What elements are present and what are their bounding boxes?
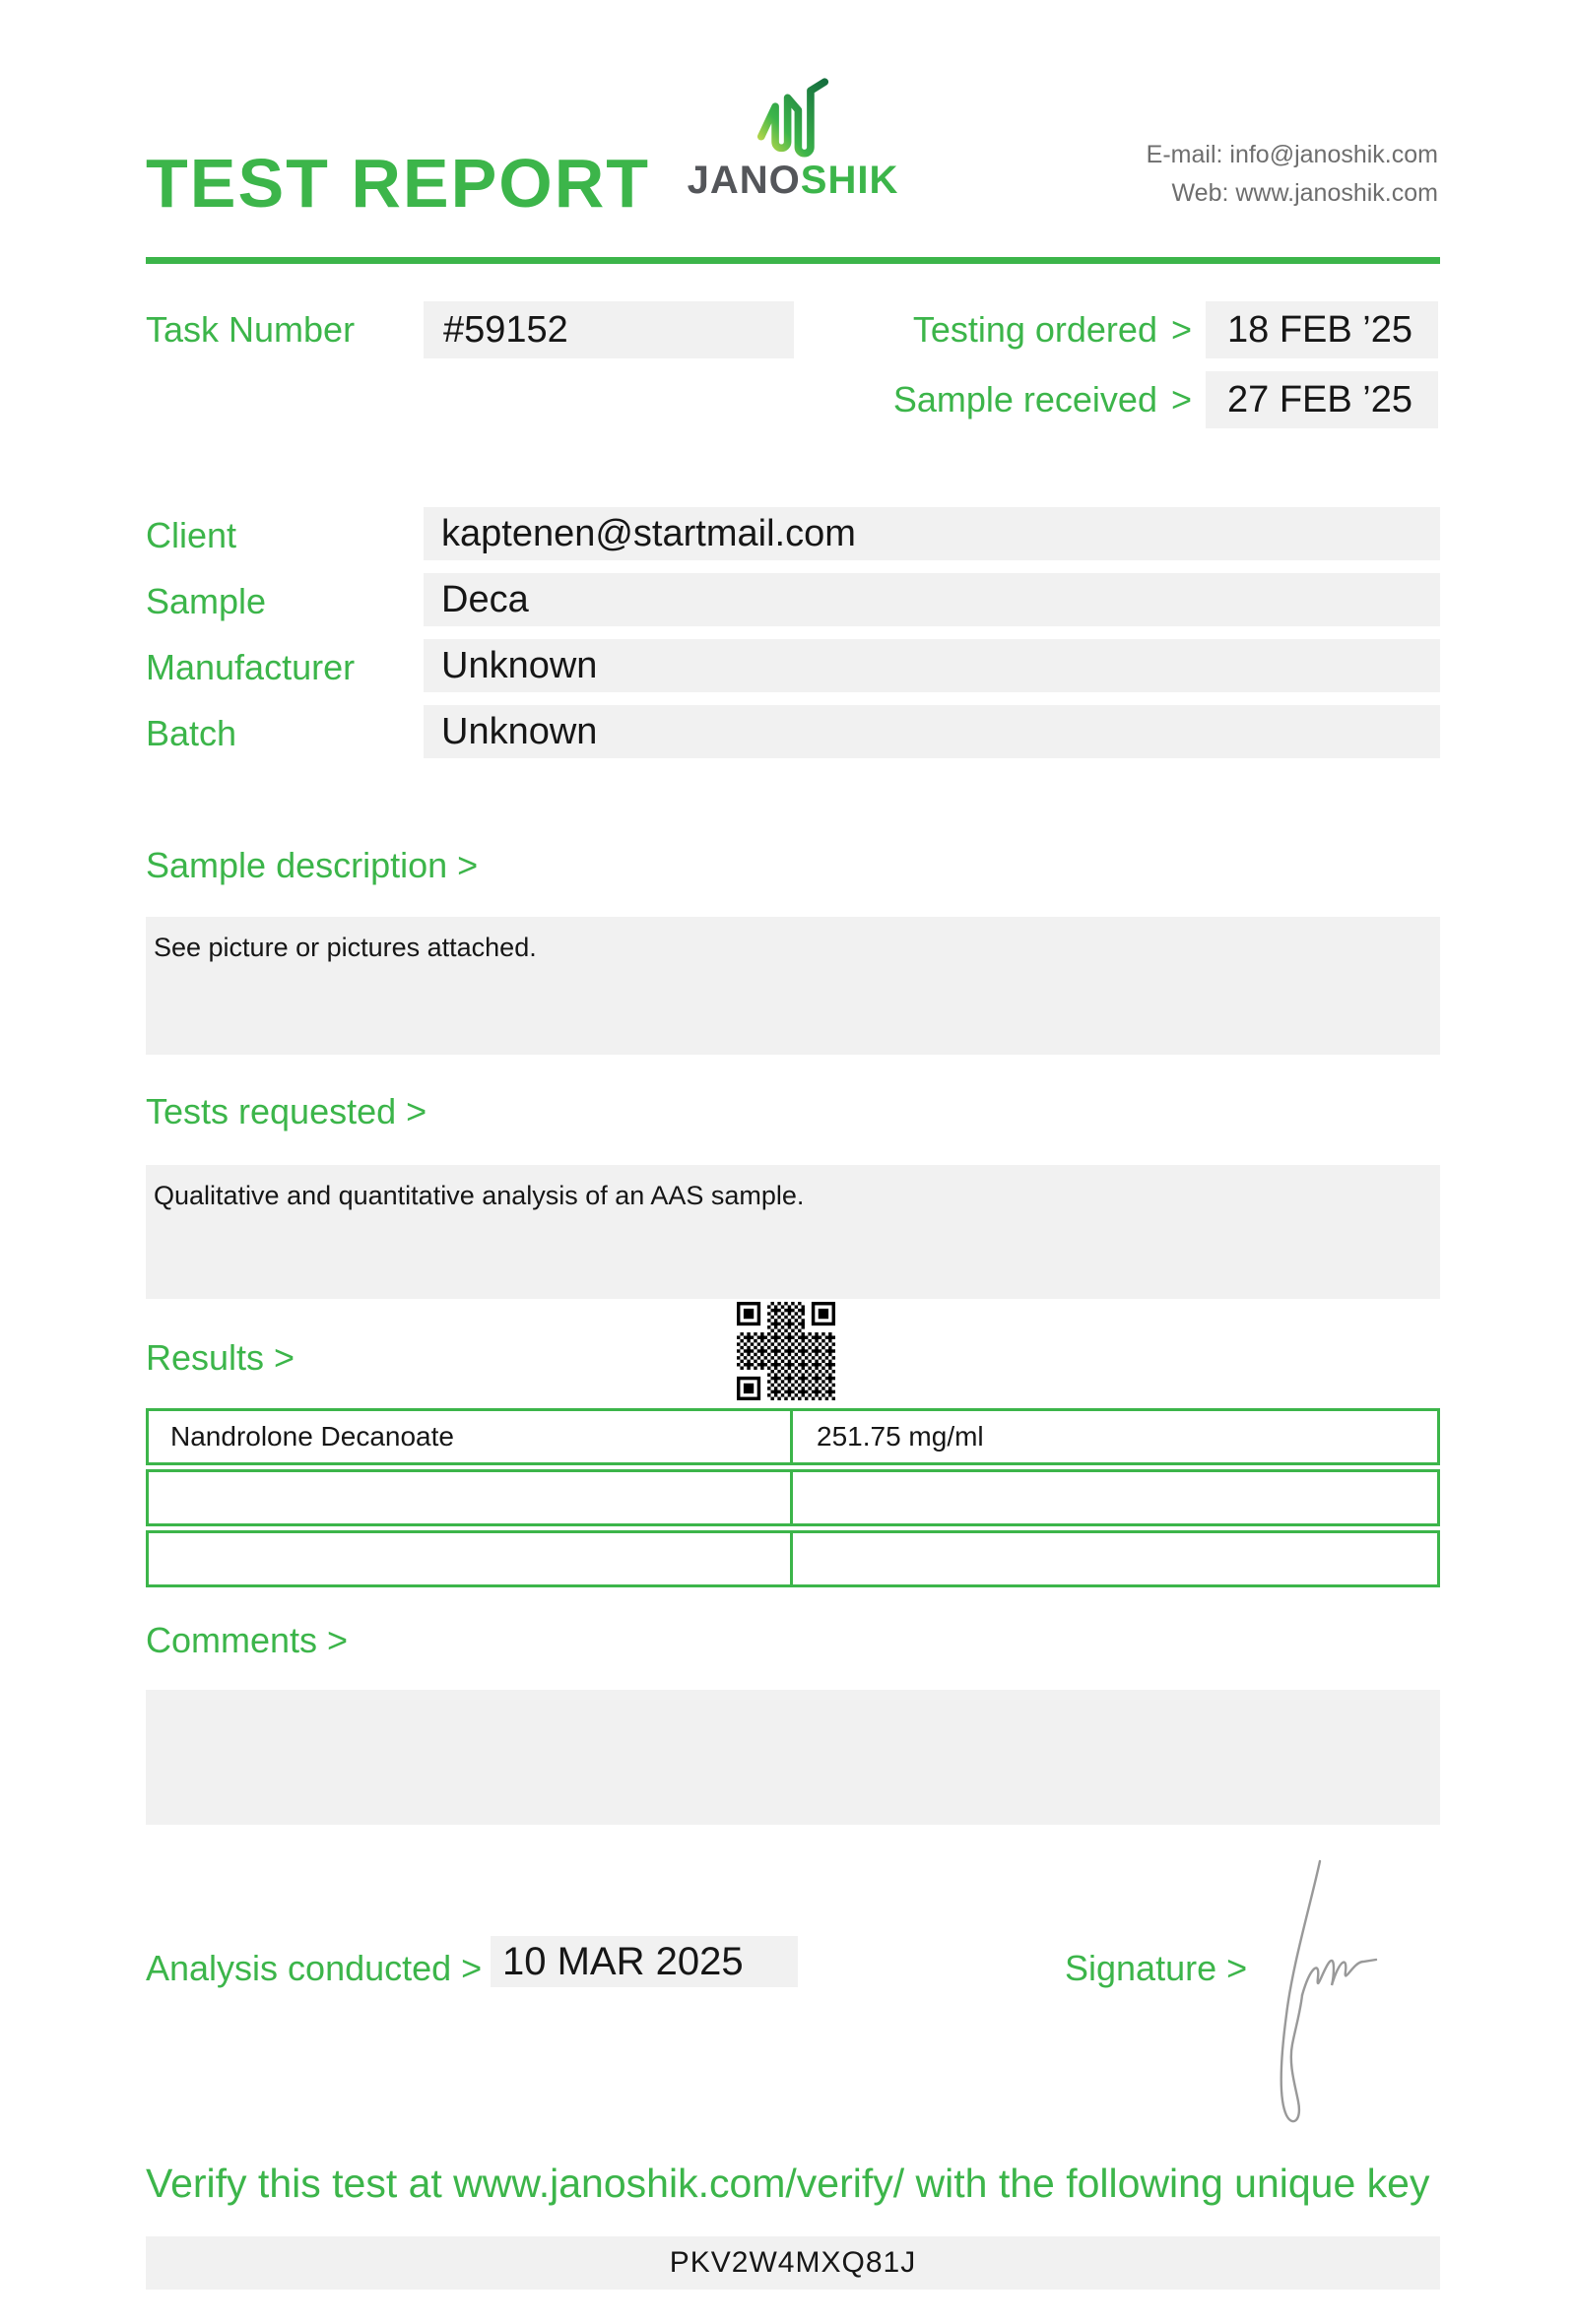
testing-ordered-value: 18 FEB ’25 xyxy=(1206,301,1438,358)
page-title: TEST REPORT xyxy=(146,145,651,222)
table-row xyxy=(146,1469,1440,1526)
client-value: kaptenen@startmail.com xyxy=(424,507,1440,560)
result-cell xyxy=(793,1472,1437,1523)
logo-text-dark: JANO xyxy=(687,159,801,202)
verify-instruction: Verify this test at www.janoshik.com/verify/ with the following unique key xyxy=(146,2161,1430,2206)
contact-info xyxy=(1147,136,1438,213)
testing-ordered-arrow: > xyxy=(1170,309,1192,350)
task-number-value: #59152 xyxy=(424,301,794,358)
results-table xyxy=(146,1408,1440,1591)
comments-heading: Comments > xyxy=(146,1620,349,1660)
result-cell: 251.75 mg/ml xyxy=(817,1421,984,1452)
sample-received-label: Sample received xyxy=(892,379,1157,420)
verify-key: PKV2W4MXQ81J xyxy=(146,2236,1440,2290)
table-row xyxy=(146,1408,1440,1465)
table-row xyxy=(146,1530,1440,1587)
client-label: Client xyxy=(146,515,237,555)
contact-web: Web: www.janoshik.com xyxy=(1171,179,1438,207)
analysis-date: 10 MAR 2025 xyxy=(491,1936,798,1987)
tests-requested-box: Qualitative and quantitative analysis of an AAS sample. xyxy=(146,1165,1440,1299)
signature-image xyxy=(1277,1857,1385,2143)
manufacturer-value: Unknown xyxy=(424,639,1440,692)
qr-code xyxy=(737,1302,835,1400)
task-number-label: Task Number xyxy=(146,309,356,350)
batch-value: Unknown xyxy=(424,705,1440,758)
substance-cell xyxy=(149,1472,793,1523)
sample-description-box: See picture or pictures attached. xyxy=(146,917,1440,1055)
sample-value: Deca xyxy=(424,573,1440,626)
comments-box xyxy=(146,1690,1440,1825)
substance-cell: Nandrolone Decanoate xyxy=(149,1411,793,1462)
testing-ordered-row xyxy=(837,301,1438,358)
tests-requested-heading: Tests requested > xyxy=(146,1091,427,1131)
header-divider xyxy=(146,257,1440,264)
sample-description-heading: Sample description > xyxy=(146,845,479,885)
logo-wordmark xyxy=(680,160,906,201)
substance-cell xyxy=(149,1533,793,1584)
logo-text-green: SHIK xyxy=(800,159,899,202)
sample-label: Sample xyxy=(146,581,267,621)
manufacturer-label: Manufacturer xyxy=(146,647,356,687)
sample-received-value: 27 FEB ’25 xyxy=(1206,371,1438,428)
result-cell xyxy=(793,1533,1437,1584)
testing-ordered-label: Testing ordered xyxy=(912,309,1157,350)
signature-label: Signature > xyxy=(1065,1948,1248,1988)
trending-up-chart-icon xyxy=(680,75,906,160)
brand-logo xyxy=(680,75,906,201)
contact-email: E-mail: info@janoshik.com xyxy=(1146,141,1438,168)
results-heading: Results > xyxy=(146,1337,296,1378)
sample-received-arrow: > xyxy=(1170,379,1192,420)
analysis-conducted-label: Analysis conducted > xyxy=(146,1948,483,1988)
sample-received-row xyxy=(837,371,1438,428)
batch-label: Batch xyxy=(146,713,237,753)
